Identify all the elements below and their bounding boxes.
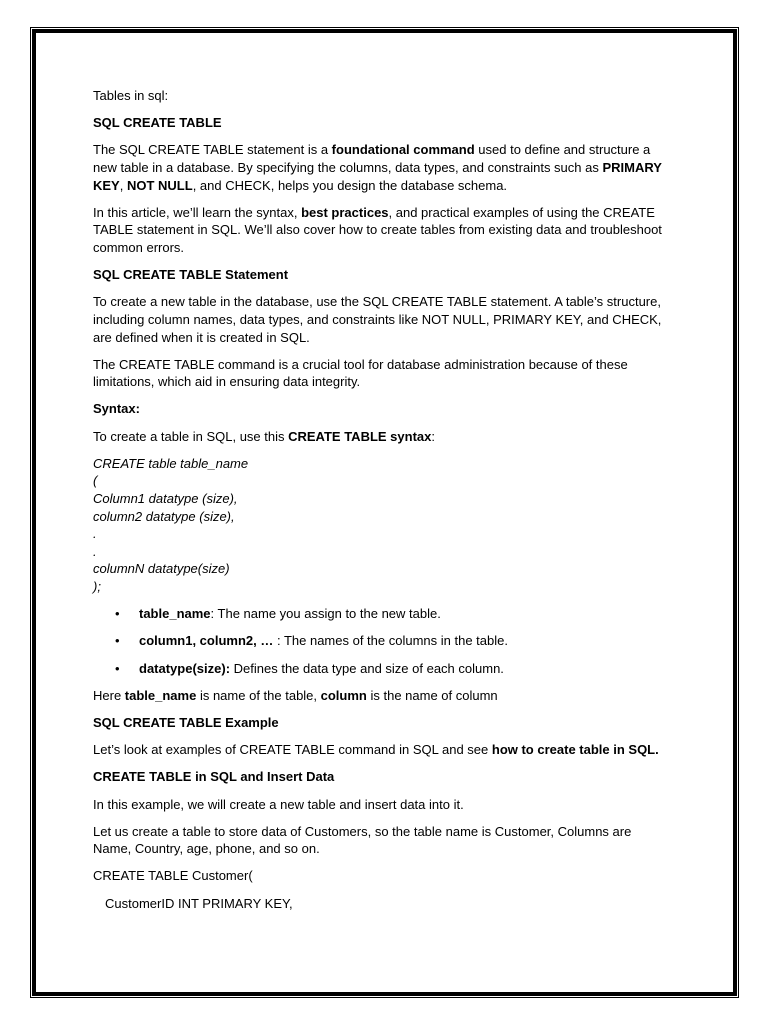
syntax-code-block bbox=[93, 455, 673, 596]
paragraph-statement: To create a new table in the database, use the SQL CREATE TABLE statement. A table’s structure, including column names, data types, and constraints like NOT NULL, PRIMARY KEY, and CHECK, are defined when it is created in SQL. bbox=[93, 294, 662, 345]
paragraph-intro: The SQL CREATE TABLE statement is a foundational command used to define and structure a new table in a database. By specifying the columns, data types, and constraints such as PRIMARY KEY, NOT NULL, and CHECK, helps you design the database schema. bbox=[93, 142, 662, 193]
paragraph-customers: Let us create a table to store data of Customers, so the table name is Customer, Columns are Name, Country, age, phone, and so on. bbox=[93, 823, 632, 857]
syntax-label: Syntax: bbox=[93, 401, 140, 417]
section-heading-insert: CREATE TABLE in SQL and Insert Data bbox=[93, 769, 335, 785]
doc-title: SQL CREATE TABLE bbox=[93, 115, 222, 131]
bullet-icon: • bbox=[115, 660, 120, 676]
paragraph-syntax: To create a table in SQL, use this CREATE TABLE syntax: bbox=[93, 428, 435, 444]
code-line: . bbox=[93, 526, 97, 542]
code-line: columnN datatype(size) bbox=[93, 561, 230, 577]
code-line: . bbox=[93, 543, 97, 559]
code-customer-id: CustomerID INT PRIMARY KEY, bbox=[105, 895, 293, 911]
bullet-icon: • bbox=[115, 606, 120, 622]
bullet-icon: • bbox=[115, 633, 120, 649]
paragraph-insert: In this example, we will create a new table and insert data into it. bbox=[93, 796, 464, 812]
code-line: Column1 datatype (size), bbox=[93, 491, 238, 507]
intro-line: Tables in sql: bbox=[93, 88, 169, 103]
paragraph-article: In this article, we’ll learn the syntax, best practices, and practical examples of using the CREATE TABLE statement in SQL. We’ll also cover how to create tables from existing data and troubleshoot common errors. bbox=[93, 204, 662, 255]
section-heading-example: SQL CREATE TABLE Example bbox=[93, 714, 279, 730]
code-line: column2 datatype (size), bbox=[93, 508, 235, 524]
code-line: ); bbox=[93, 579, 101, 594]
document-body bbox=[93, 87, 673, 922]
list-item: • datatype(size): Defines the data type and size of each column. bbox=[115, 660, 504, 676]
paragraph-examples: Let’s look at examples of CREATE TABLE command in SQL and see how to create table in SQL. bbox=[93, 742, 659, 758]
paragraph-integrity: The CREATE TABLE command is a crucial tool for database administration because of these limitations, which aid in ensuring data integrity. bbox=[93, 356, 628, 390]
code-line: CREATE table table_name bbox=[93, 455, 249, 471]
list-item: • table_name: The name you assign to the new table. bbox=[115, 606, 441, 622]
section-heading-statement: SQL CREATE TABLE Statement bbox=[93, 267, 289, 283]
parameter-list bbox=[93, 605, 673, 677]
code-create-customer: CREATE TABLE Customer( bbox=[93, 868, 253, 884]
paragraph-here: Here table_name is name of the table, column is the name of column bbox=[93, 687, 498, 703]
code-line: ( bbox=[93, 473, 98, 489]
list-item: • column1, column2, … : The names of the columns in the table. bbox=[115, 633, 508, 649]
